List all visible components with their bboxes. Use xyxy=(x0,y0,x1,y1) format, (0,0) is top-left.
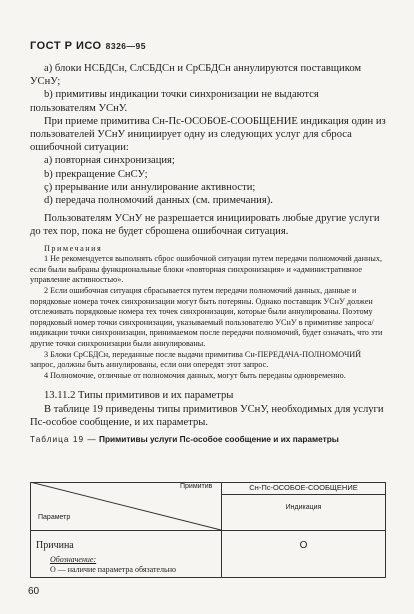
table-caption-text: Примитивы услуги Пс-особое сообщение и их параметры xyxy=(98,433,339,444)
note-1: 1 Не рекомендуется выполнять сброс ошибочной ситуации путем передачи полномочий данных, если были выбраны функциональные блоки «повторная синхронизация» и «административное управление активностью». xyxy=(30,254,383,285)
page-number: 60 xyxy=(28,586,40,597)
table-caption-label: Таблица 19 — xyxy=(30,433,97,444)
corner-header-parameter: Параметр xyxy=(38,514,71,521)
service-item-a: a) повторная синхронизация; xyxy=(44,155,175,167)
list-item-a: a) блоки НСБДСн, СлСБДСн и СрСБДСн аннулируются поставщиком УСнУ; xyxy=(30,63,362,88)
corner-header-primitive: Примитив xyxy=(180,483,213,490)
row-value: О xyxy=(299,540,308,551)
table-intro-paragraph: В таблице 19 приведены типы примитивов УСнУ, необходимых для услуги Пс-особое сообщение, и их параметры. xyxy=(30,403,384,428)
row-label: Причина xyxy=(36,540,74,551)
note-4: 4 Полномочие, отличные от полномочия данных, могут быть переданы одновременно. xyxy=(44,370,346,380)
body-text xyxy=(30,62,386,446)
table-caption xyxy=(30,433,386,446)
service-item-c: ç) прерывание или аннулирование активности; xyxy=(44,181,256,193)
list-item-b: b) примитивы индикации точки синхронизации не выдаются пользователям УСнУ. xyxy=(30,89,319,114)
column-header: Сн-Пс-ОСОБОЕ-СООБЩЕНИЕ xyxy=(249,483,358,492)
service-item-b: b) прекращение СнСУ; xyxy=(44,168,148,180)
service-item-d: d) передача полномочий данных (см. примечания). xyxy=(44,195,273,207)
standard-code: 8326—95 xyxy=(105,41,146,51)
receive-paragraph: При приеме примитива Сн-Пс-ОСОБОЕ-СООБЩЕНИЕ индикация один из пользователей УСнУ инициирует одну из следующих услуг для сброса ошибочной ситуации: xyxy=(30,115,386,154)
legend-text: О — наличие параметра обязательно xyxy=(50,565,176,574)
note-3: 3 Блоки СрСБДСн, переданные после выдачи примитива Сн-ПЕРЕДАЧА-ПОЛНОМОЧИЙ запрос, должны быть аннулированы, если они опередят этот запрос. xyxy=(30,349,362,370)
primitives-table xyxy=(30,482,386,578)
column-subheader: Индикация xyxy=(285,504,322,511)
page-header xyxy=(30,40,146,52)
notes-title: Примечания xyxy=(44,243,103,253)
users-paragraph: Пользователям УСнУ не разрешается инициировать любые другие услуги до тех пор, пока не будет сброшена ошибочная ситуация. xyxy=(30,213,380,238)
section-heading: 13.11.2 Типы примитивов и их параметры xyxy=(44,390,234,402)
notes-block xyxy=(30,244,386,382)
table-header-divider xyxy=(221,494,386,495)
standard-name: ГОСТ Р ИСО xyxy=(30,40,102,52)
legend-title: Обозначение: xyxy=(50,555,97,564)
note-2: 2 Если ошибочная ситуация сбрасывается путем передачи полномочий данных, данные и порядковые номера точек синхронизации могут быть потеряны. Однако поставщик УСнУ должен отслеживать порядковые номера тех точек синхронизации, которые были аннулированы. Поэтому порядковый номер точки синхронизации, указываемый пользователю УСнУ в примитиве запроса/индикации точки синхронизации, принимаемом после передачи полномочий, будет означать, что эти другие точки синхронизации были аннулированы. xyxy=(30,286,383,348)
